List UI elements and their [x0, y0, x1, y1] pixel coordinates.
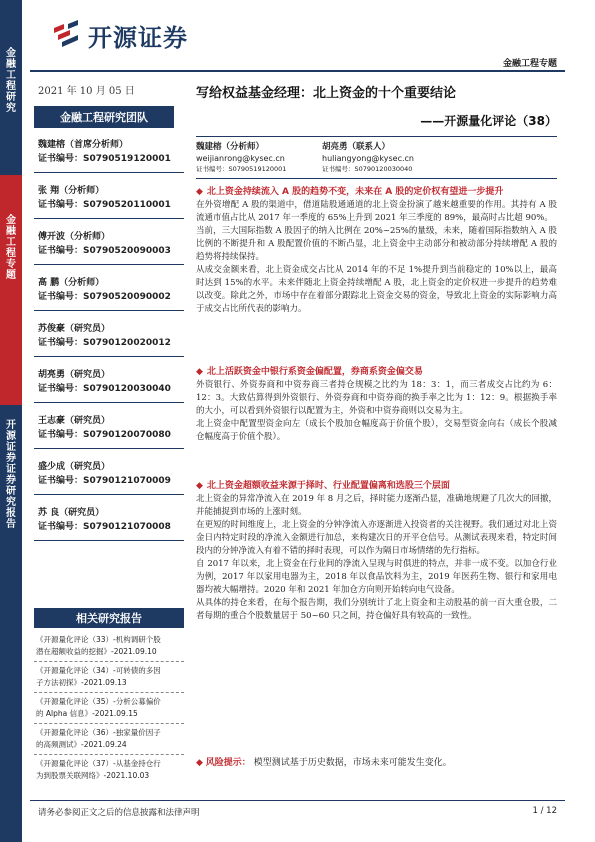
analyst-cert: 证书编号：S0790519120001	[38, 154, 171, 164]
related-report-line: 的 Alpha 信息》-2021.09.15	[36, 709, 138, 718]
author-name: 魏建榕（分析师）	[196, 142, 265, 152]
analyst-entry	[38, 230, 188, 258]
paragraph: 北上资金中配置型资金向左（成长个股加仓幅度高于价值个股），交易型资金向右（成长个股减仓幅度高于价值个股）。	[196, 419, 557, 442]
related-divider	[34, 692, 184, 693]
analyst-divider	[34, 402, 184, 403]
author-cert: 证书编号：S0790120030040	[322, 165, 413, 173]
author-email[interactable]: huliangyong@kysec.cn	[322, 154, 414, 163]
related-report-line: 子方法初探》-2021.09.13	[36, 678, 127, 687]
sidebar-top-label: 金融工程研究	[6, 48, 16, 114]
related-report-link[interactable]	[36, 634, 184, 658]
analyst-divider	[34, 356, 184, 357]
analyst-cert: 证书编号：S0790120020012	[38, 338, 171, 348]
analyst-cert: 证书编号：S0790520110001	[38, 200, 171, 210]
analyst-divider	[34, 310, 184, 311]
paragraph: 北上资金的异常净流入在 2019 年 8 月之后，择时能力逐渐凸显，准确地规避了几次大的回撤，并能捕捉到市场的上涨时刻。	[196, 494, 557, 517]
section-heading-text: 北上资金持续流入 A 股的趋势不变，未来在 A 股的定价权有望进一步提升	[206, 187, 504, 197]
author-email[interactable]: weijianrong@kysec.cn	[196, 154, 285, 163]
related-report-link[interactable]	[36, 665, 184, 689]
paragraph: 从具体的持仓来看，在每个报告期，我们分别统计了北上资金和主动股基的前一百大重仓股，二者每期的重合个股数量居于 50~60 只之间，持仓偏好具有较高的一致性。	[196, 598, 557, 621]
related-reports-title: 相关研究报告	[34, 608, 184, 628]
analyst-name: 王志豪（研究员）	[38, 416, 111, 426]
risk-text: 模型测试基于历史数据，市场未来可能发生变化。	[253, 758, 452, 768]
related-divider	[34, 754, 184, 755]
analyst-name: 苏俊豪（研究员）	[38, 324, 111, 334]
analyst-divider	[34, 264, 184, 265]
analyst-cert: 证书编号：S0790121070008	[38, 522, 171, 532]
section-heading-text: 北上资金超额收益来源于择时、行业配置偏离和选股三个层面	[206, 481, 450, 491]
analyst-divider	[34, 448, 184, 449]
company-logo	[52, 18, 188, 52]
footer-disclaimer: 请务必参阅正文之后的信息披露和法律声明	[38, 808, 200, 818]
analyst-divider	[34, 218, 184, 219]
analyst-divider	[34, 540, 184, 541]
section-heading-text: 北上活跃资金中银行系资金偏配置，券商系资金偏交易	[206, 367, 423, 377]
section-heading	[196, 366, 557, 379]
analyst-entry	[38, 276, 188, 304]
analyst-entry	[38, 368, 188, 396]
bullet-icon: ◆	[196, 367, 203, 377]
related-divider	[34, 723, 184, 724]
logo-text: 开源证券	[88, 23, 188, 52]
related-report-line: 《开源量化评论（34）-可转债的多因	[36, 666, 161, 675]
logo-mark-icon	[52, 20, 82, 50]
paragraph: 在外资增配 A 股的渠道中，借道陆股通通道的北上资金扮演了越来越重要的作用。其持有 A 股流通市值占比从 2017 年一季度的 65%上升到 2021 年三季度的 89%，最高时占比超 90%。	[196, 200, 557, 223]
analyst-entry	[38, 138, 188, 166]
author-name: 胡亮勇（联系人）	[322, 142, 391, 152]
analyst-name: 张 翔（分析师）	[38, 186, 105, 196]
sidebar-bottom-label: 开源证券 证券研究报告	[6, 420, 16, 530]
report-subtitle: ——开源量化评论（38）	[420, 114, 557, 128]
risk-warning	[196, 755, 452, 768]
related-report-link[interactable]	[36, 727, 184, 751]
left-side-strip	[0, 0, 22, 842]
report-date: 2021 年 10 月 05 日	[38, 86, 135, 97]
analyst-entry	[38, 184, 188, 212]
related-report-link[interactable]	[36, 696, 184, 720]
analyst-cert: 证书编号：S0790121070009	[38, 476, 171, 486]
related-report-line: 潜在超额收益的挖掘》-2021.09.10	[36, 647, 157, 656]
related-report-line: 的高频测试》-2021.09.24	[36, 740, 127, 749]
paragraph: 在更短的时间维度上，北上资金的分钟净流入亦逐渐进入投资者的关注视野。我们通过对北上资金日内特定时段的净流入金额进行加总，来构建次日的开平仓信号。从测试表现来看，特定时间段内的分钟净流入有着不错的择时表现，可以作为隔日市场情绪的先行指标。	[196, 520, 557, 556]
section-heading	[196, 480, 557, 493]
bullet-icon: ◆	[196, 481, 203, 491]
analyst-name: 傅开波（分析师）	[38, 232, 111, 242]
team-title: 金融工程研究团队	[34, 106, 174, 128]
section-heading	[196, 186, 557, 199]
related-divider	[34, 661, 184, 662]
bullet-icon: ◆	[196, 187, 203, 197]
related-report-line: 《开源量化评论（36）-独家量价因子	[36, 728, 161, 737]
related-report-line: 为到股票关联网络》-2021.10.03	[36, 771, 150, 780]
analyst-cert: 证书编号：S0790120070080	[38, 430, 171, 440]
analyst-name: 高 鹏（分析师）	[38, 278, 105, 288]
author-divider-bottom	[196, 178, 557, 179]
section-1	[196, 186, 557, 316]
report-type-label: 金融工程专题	[502, 59, 557, 69]
analyst-name: 苏 良（研究员）	[38, 508, 105, 518]
analyst-name: 盛少成（研究员）	[38, 462, 111, 472]
report-title: 写给权益基金经理：北上资金的十个重要结论	[196, 86, 457, 101]
paragraph: 自 2017 年以来，北上资金在行业间的净流入呈现与时俱进的特点，并非一成不变。以加仓行业为例，2017 年以家用电器为主，2018 年以食品饮料为主，2019 年医药生物、银行和家用电器均被大幅增持。2020 年和 2021 年加仓方向则开始转向电气设备。	[196, 559, 557, 595]
analyst-cert: 证书编号：S0790120030040	[38, 384, 171, 394]
related-report-line: 《开源量化评论（37）-从基金持仓行	[36, 759, 161, 768]
header-divider	[30, 70, 565, 72]
paragraph: 当前，三大国际指数 A 股因子的纳入比例在 20%~25%的量级，未来，随着国际指数纳入 A 股比例的不断提升和 A 股配置价值的不断凸显，北上资金中主动部分和被动部分持续增配 A 股的趋势将持续保持。	[196, 226, 557, 262]
bullet-icon: ◆	[196, 758, 203, 768]
related-report-link[interactable]	[36, 758, 184, 782]
author-divider-top	[196, 136, 557, 137]
analyst-entry	[38, 414, 188, 442]
analyst-divider	[34, 494, 184, 495]
related-report-line: 《开源量化评论（33）-机构调研个股	[36, 635, 161, 644]
left-side-red-band	[0, 175, 22, 405]
page-number: 1 / 12	[532, 806, 557, 816]
author-block	[196, 142, 286, 175]
section-2	[196, 366, 557, 444]
analyst-entry	[38, 506, 188, 534]
related-report-line: 《开源量化评论（35）-分析公募偏价	[36, 697, 161, 706]
analyst-entry	[38, 322, 188, 350]
analyst-cert: 证书编号：S0790520090003	[38, 246, 171, 256]
analyst-divider	[34, 172, 184, 173]
footer-divider	[30, 800, 565, 801]
analyst-name: 魏建榕（首席分析师）	[38, 140, 129, 150]
risk-label: 风险提示：	[205, 758, 251, 768]
analyst-name: 胡亮勇（研究员）	[38, 370, 111, 380]
analyst-cert: 证书编号：S0790520090002	[38, 292, 171, 302]
paragraph: 外资银行、外资券商和中资券商三者持仓规模之比约为 18：3：1，而三者成交占比约为 6：12：3。大致估算得到外资银行、外资券商和中资券商的换手率之比为 1：12：9。根据换手率的大小，可以看到外资银行以配置为主，外资和中资券商则以交易为主。	[196, 380, 557, 416]
author-block	[322, 142, 414, 175]
section-3	[196, 480, 557, 623]
sidebar-mid-label: 金融工程专题	[6, 215, 16, 281]
author-cert: 证书编号：S0790519120001	[196, 165, 287, 173]
paragraph: 从成交金额来看，北上资金成交占比从 2014 年的不足 1%提升到当前稳定的 10%以上，最高时达到 15%的水平。未来伴随北上资金持续增配 A 股，北上资金的定价权进一步提升的趋势难以改变。除此之外，市场中存在着部分跟踪北上资金交易的资金，导致北上资金的实际影响力高于成交占比所代表的影响力。	[196, 265, 557, 314]
analyst-entry	[38, 460, 188, 488]
